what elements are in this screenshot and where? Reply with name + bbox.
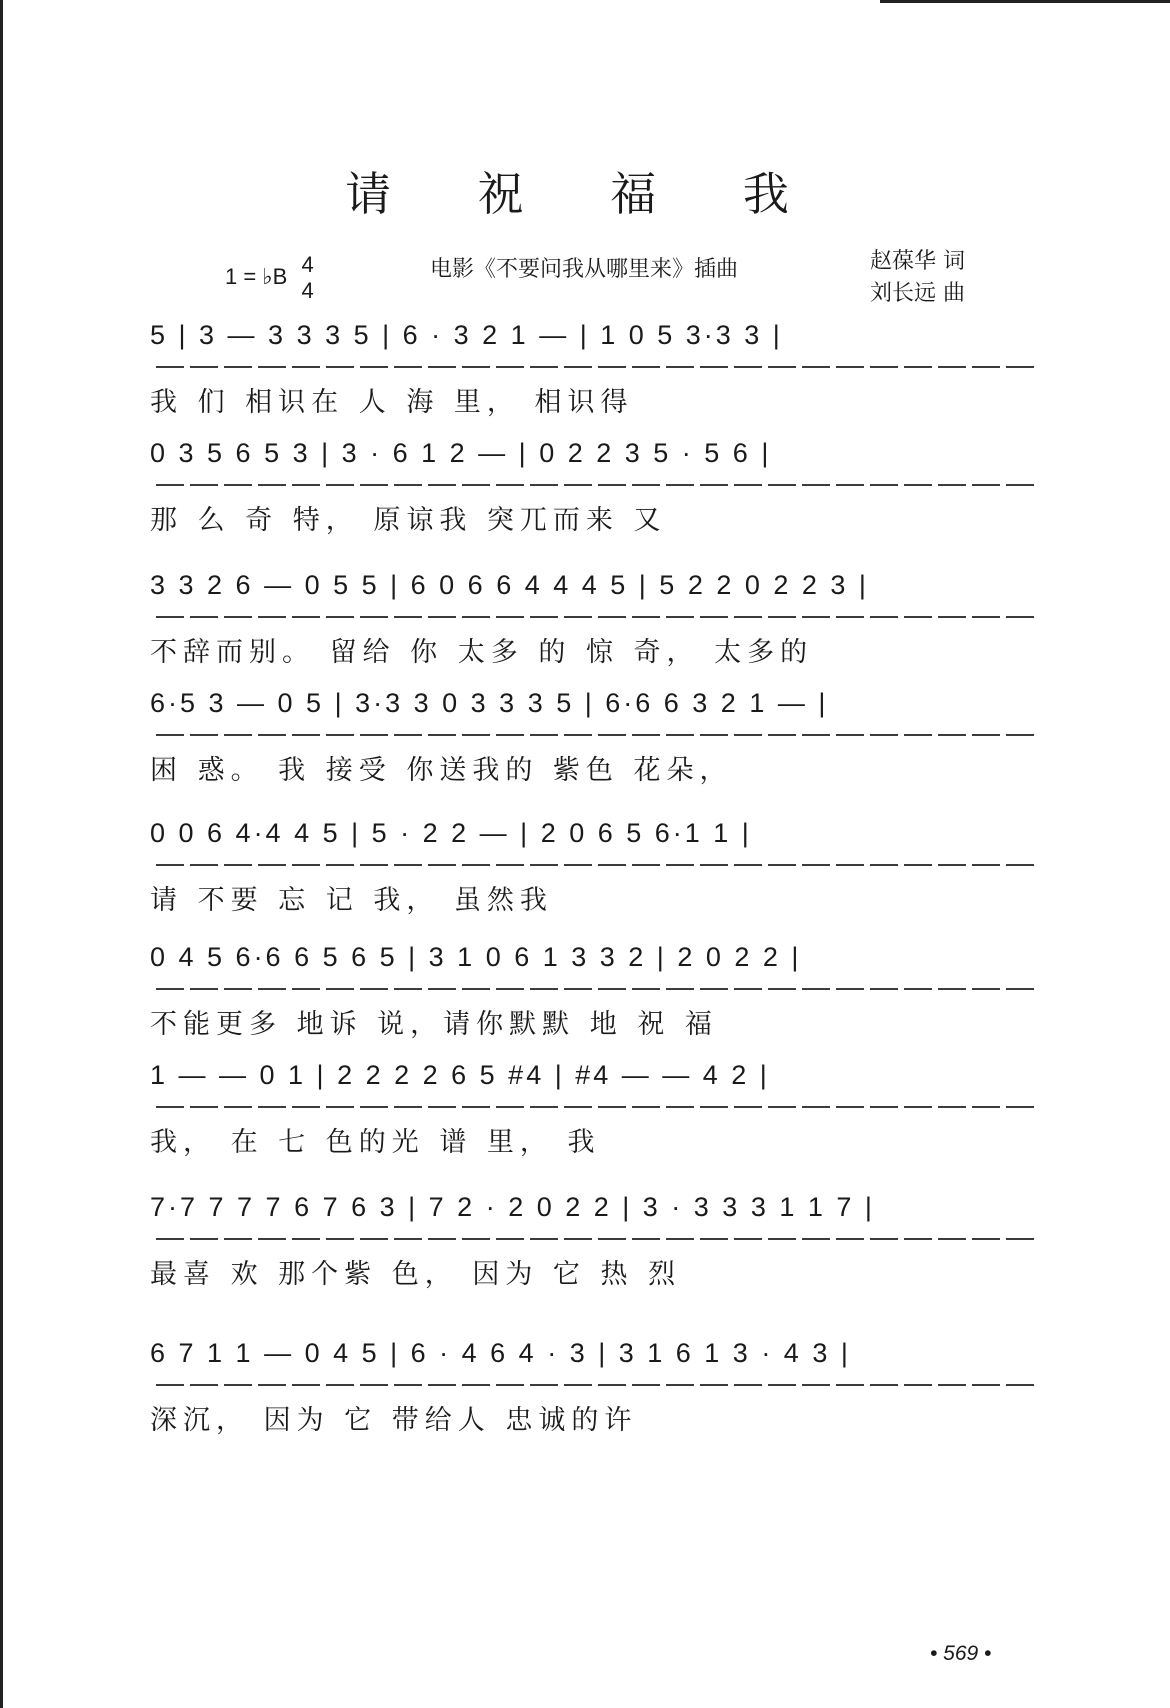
score-system-9 [150,1338,1040,1458]
notation-line: 3 3 2 6 — 0 5 5 | 6 0 6 6 4 4 4 5 | 5 2 2 0 2 2 3 | [150,570,1040,622]
lyric-line: 困 惑。 我 接受 你送我的 紫色 花朵， [150,755,733,786]
score-system-5 [150,818,1040,938]
key-text: 1 = ♭B [225,263,288,289]
song-title: 请 祝 福 我 [345,167,825,221]
lyric-line: 我， 在 七 色的光 谱 里， 我 [150,1127,601,1158]
time-bottom: 4 [301,278,314,303]
notation-line: 7·7 7 7 7 6 7 6 3 | 7 2 · 2 0 2 2 | 3 · 3 3 3 1 1 7 | [150,1192,1040,1244]
credits [870,246,965,310]
song-source: 电影《不要问我从哪里来》插曲 [430,257,739,282]
lyric-line: 最喜 欢 那个紫 色， 因为 它 热 烈 [150,1259,682,1290]
lyric-line: 我 们 相识在 人 海 里， 相识得 [150,387,634,418]
notation-line: 6 7 1 1 — 0 4 5 | 6 · 4 6 4 · 3 | 3 1 6 1 3 · 4 3 | [150,1338,1040,1390]
lyric-line: 不能更多 地诉 说，请你默默 地 祝 福 [150,1009,718,1040]
key-signature [225,252,314,304]
lyric-line: 不辞而别。 留给 你 太多 的 惊 奇， 太多的 [150,637,814,668]
lyric-line: 请 不要 忘 记 我， 虽然我 [150,885,553,916]
notation-line: 0 3 5 6 5 3 | 3 · 6 1 2 — | 0 2 2 3 5 · 5 6 | [150,438,1040,490]
lyricist-credit: 赵葆华 词 [870,249,965,274]
page-number: • 569 • [930,1642,992,1665]
notation-line: 5 | 3 — 3 3 3 5 | 6 · 3 2 1 — | 1 0 5 3·3 3 | [150,320,1040,372]
score-system-8 [150,1192,1040,1312]
lyric-line: 那 么 奇 特， 原谅我 突兀而来 又 [150,505,667,536]
score-system-7 [150,1060,1040,1180]
score-system-6 [150,942,1040,1062]
composer-credit: 刘长远 曲 [870,281,965,306]
page-left-border [0,0,3,1708]
time-signature [301,252,313,304]
score-system-2 [150,438,1040,558]
lyric-line: 深沉， 因为 它 带给人 忠诚的许 [150,1405,638,1436]
notation-line: 6·5 3 — 0 5 | 3·3 3 0 3 3 3 5 | 6·6 6 3 2 1 — | [150,688,1040,740]
time-top: 4 [301,252,314,277]
score-system-4 [150,688,1040,808]
notation-line: 0 0 6 4·4 4 5 | 5 · 2 2 — | 2 0 6 5 6·1 1 | [150,818,1040,870]
notation-line: 0 4 5 6·6 6 5 6 5 | 3 1 0 6 1 3 3 2 | 2 0 2 2 | [150,942,1040,994]
page-top-rule [880,0,1170,3]
score-system-1 [150,320,1040,440]
notation-line: 1 — — 0 1 | 2 2 2 2 6 5 #4 | #4 — — 4 2 | [150,1060,1040,1112]
score-system-3 [150,570,1040,690]
